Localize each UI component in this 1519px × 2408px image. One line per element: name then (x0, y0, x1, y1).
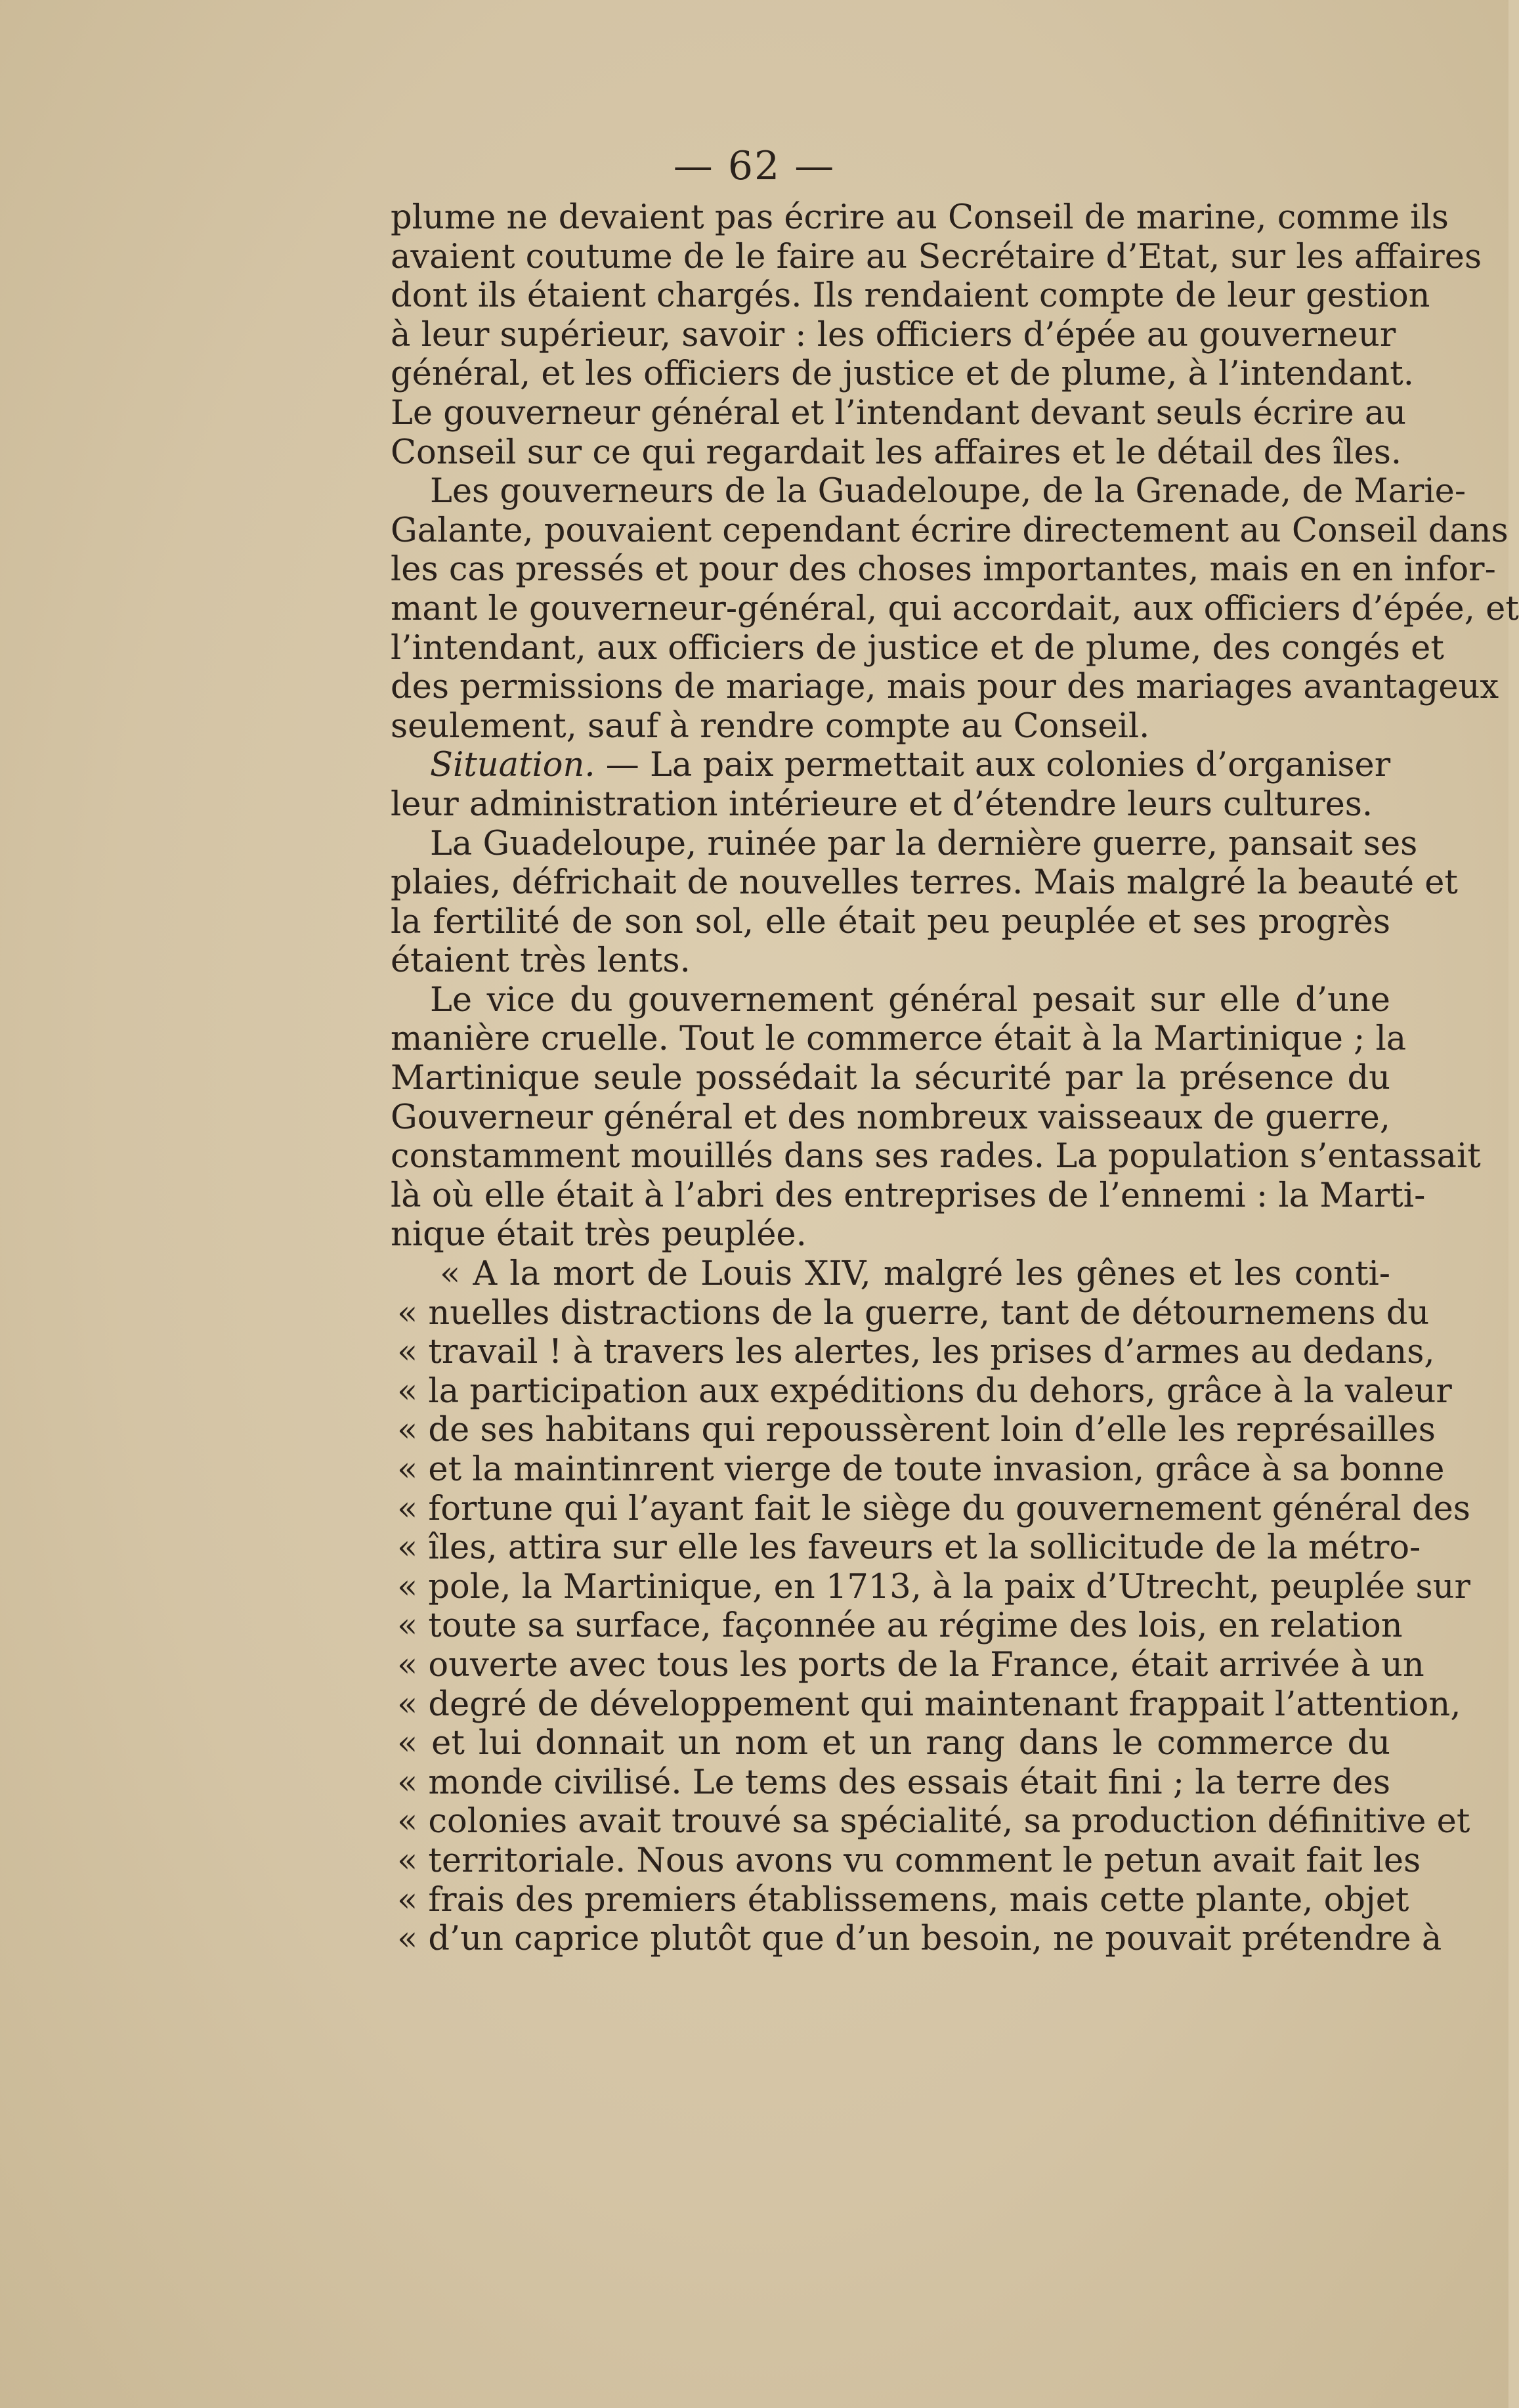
text-line: étaient très lents. (391, 941, 691, 981)
text-line: « frais des premiers établissemens, mais cette plante, objet (397, 1880, 1409, 1920)
text-line: Martinique seule possédait la sécurité par la présence du (391, 1059, 1390, 1098)
text-line: mant le gouverneur-général, qui accordait, aux officiers d’épée, et (391, 589, 1519, 628)
text-line: nique était très peuplée. (391, 1215, 807, 1255)
text-line: Les gouverneurs de la Guadeloupe, de la Grenade, de Marie- (430, 472, 1466, 511)
text-line: Le vice du gouvernement général pesait sur elle d’une (430, 980, 1390, 1020)
text-line: avaient coutume de le faire au Secrétaire d’Etat, sur les affaires (391, 237, 1482, 276)
text-line: manière cruelle. Tout le commerce était à la Martinique ; la (391, 1020, 1407, 1059)
text-line: « ouverte avec tous les ports de la France, était arrivée à un (397, 1645, 1424, 1685)
text-line: là où elle était à l’abri des entreprises de l’ennemi : la Marti- (391, 1176, 1426, 1215)
text-line: plume ne devaient pas écrire au Conseil de marine, comme ils (391, 198, 1449, 237)
text-line: « colonies avait trouvé sa spécialité, sa production définitive et (397, 1802, 1470, 1841)
text-line: « fortune qui l’ayant fait le siège du gouvernement général des (397, 1489, 1470, 1528)
text-line: Galante, pouvaient cependant écrire directement au Conseil dans (391, 511, 1508, 550)
text-line: les cas pressés et pour des choses importantes, mais en en infor- (391, 550, 1496, 590)
text-line: « de ses habitans qui repoussèrent loin d’elle les représailles (397, 1411, 1436, 1450)
text-line: « degré de développement qui maintenant frappait l’attention, (397, 1685, 1461, 1724)
text-line: « toute sa surface, façonnée au régime des lois, en relation (397, 1606, 1403, 1646)
text-line: Gouverneur général et des nombreux vaisseaux de guerre, (391, 1098, 1390, 1137)
text-line: « et la maintinrent vierge de toute invasion, grâce à sa bonne (397, 1450, 1445, 1489)
text-line: « travail ! à travers les alertes, les prises d’armes au dedans, (397, 1333, 1435, 1372)
page-number: — 62 — (673, 143, 836, 189)
text-line: « territoriale. Nous avons vu comment le petun avait fait les (397, 1841, 1421, 1880)
text-line: « nuelles distractions de la guerre, tant de détournemens du (397, 1293, 1430, 1333)
text-line: dont ils étaient chargés. Ils rendaient compte de leur gestion (391, 276, 1430, 316)
text-line: Conseil sur ce qui regardait les affaires et le détail des îles. (391, 433, 1402, 472)
text-line: plaies, défrichait de nouvelles terres. Mais malgré la beauté et (391, 863, 1458, 903)
text-line: « îles, attira sur elle les faveurs et la sollicitude de la métro- (397, 1528, 1421, 1568)
text-line: « et lui donnait un nom et un rang dans le commerce du (397, 1724, 1390, 1763)
text-line: « pole, la Martinique, en 1713, à la paix d’Utrecht, peuplée sur (397, 1567, 1470, 1606)
text-line: des permissions de mariage, mais pour des mariages avantageux (391, 668, 1499, 707)
text-line: Situation. — La paix permettait aux colonies d’organiser (430, 746, 1391, 785)
text-line: l’intendant, aux officiers de justice et de plume, des congés et (391, 628, 1444, 668)
text-line: seulement, sauf à rendre compte au Conseil. (391, 706, 1150, 746)
text-line: à leur supérieur, savoir : les officiers d’épée au gouverneur (391, 315, 1396, 355)
text-line: « A la mort de Louis XIV, malgré les gênes et les conti- (440, 1255, 1390, 1294)
text-line: la fertilité de son sol, elle était peu peuplée et ses progrès (391, 902, 1390, 941)
text-line: La Guadeloupe, ruinée par la dernière guerre, pansait ses (430, 824, 1418, 863)
text-line: leur administration intérieure et d’étendre leurs cultures. (391, 785, 1373, 824)
text-line: général, et les officiers de justice et de plume, à l’intendant. (391, 355, 1414, 394)
text-line: « d’un caprice plutôt que d’un besoin, ne pouvait prétendre à (397, 1920, 1442, 1959)
text-line: Le gouverneur général et l’intendant devant seuls écrire au (391, 393, 1407, 433)
text-line: « la participation aux expéditions du dehors, grâce à la valeur (397, 1371, 1452, 1411)
text-line: « monde civilisé. Le tems des essais était fini ; la terre des (397, 1763, 1390, 1802)
text-line: constamment mouillés dans ses rades. La population s’entassait (391, 1137, 1481, 1176)
body-text (391, 198, 1519, 1959)
